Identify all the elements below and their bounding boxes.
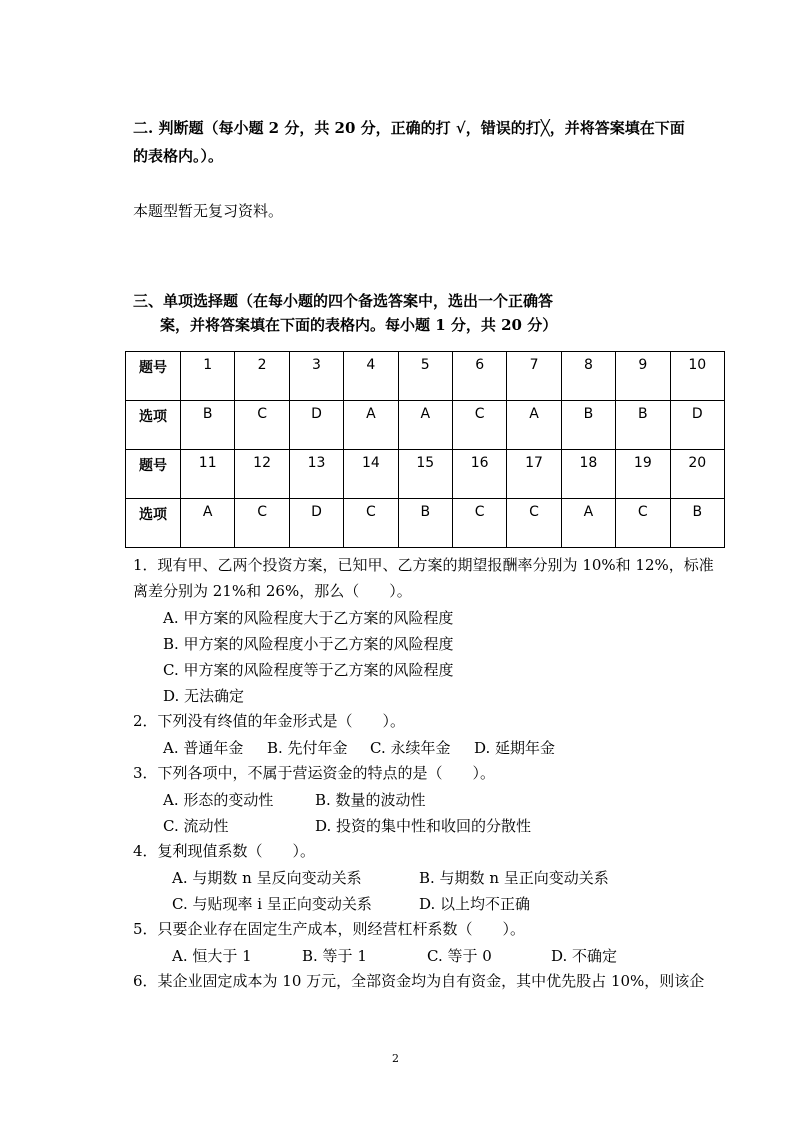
table-cell: C — [616, 499, 670, 548]
table-cell: A — [561, 499, 615, 548]
question-3-option-a: A. 形态的变动性 — [163, 791, 274, 809]
table-cell: 8 — [561, 352, 615, 401]
table-cell: 5 — [398, 352, 452, 401]
question-1-option-b: B. 甲方案的风险程度小于乙方案的风险程度 — [163, 635, 454, 653]
answer-table — [125, 351, 725, 548]
table-cell: 17 — [507, 450, 561, 499]
question-2-stem: 2．下列没有终值的年金形式是（ ）。 — [133, 712, 406, 730]
table-cell: 3 — [289, 352, 343, 401]
table-cell: B — [561, 401, 615, 450]
question-2-option-c: C. 永续年金 — [370, 739, 451, 757]
table-row — [126, 401, 725, 450]
question-1-stem-line2: 离差分别为 21%和 26%，那么（ ）。 — [133, 582, 412, 600]
table-cell: 16 — [452, 450, 506, 499]
table-cell: 题号 — [126, 352, 181, 401]
table-cell: 14 — [344, 450, 398, 499]
question-5-option-b: B. 等于 1 — [302, 947, 367, 965]
table-cell: C — [452, 499, 506, 548]
question-2-option-d: D. 延期年金 — [474, 739, 556, 757]
table-cell: 13 — [289, 450, 343, 499]
table-cell: C — [235, 499, 289, 548]
question-4-option-a: A. 与期数 n 呈反向变动关系 — [172, 869, 362, 887]
table-cell: 15 — [398, 450, 452, 499]
table-cell: C — [452, 401, 506, 450]
table-cell: B — [398, 499, 452, 548]
question-6-stem: 6．某企业固定成本为 10 万元，全部资金均为自有资金，其中优先股占 10%，则该企 — [133, 972, 705, 990]
table-cell: 题号 — [126, 450, 181, 499]
table-cell: C — [235, 401, 289, 450]
section3-title-line1: 三、单项选择题（在每小题的四个备选答案中，选出一个正确答 — [133, 292, 554, 310]
table-cell: 19 — [616, 450, 670, 499]
question-4-option-c: C. 与贴现率 i 呈正向变动关系 — [172, 895, 372, 913]
question-3-stem: 3．下列各项中，不属于营运资金的特点的是（ ）。 — [133, 764, 496, 782]
table-cell: A — [181, 499, 235, 548]
question-2-option-a: A. 普通年金 — [163, 739, 244, 757]
table-cell: C — [507, 499, 561, 548]
table-cell: D — [289, 401, 343, 450]
table-cell: D — [670, 401, 724, 450]
question-1-stem-line1: 1．现有甲、乙两个投资方案，已知甲、乙方案的期望报酬率分别为 10%和 12%，标准 — [133, 556, 714, 574]
page-number: 2 — [392, 1052, 399, 1065]
table-cell: D — [289, 499, 343, 548]
question-1-option-a: A. 甲方案的风险程度大于乙方案的风险程度 — [163, 609, 454, 627]
table-cell: A — [344, 401, 398, 450]
table-cell: 1 — [181, 352, 235, 401]
question-4-option-d: D. 以上均不正确 — [419, 895, 531, 913]
table-cell: B — [670, 499, 724, 548]
table-cell: 7 — [507, 352, 561, 401]
table-cell: A — [507, 401, 561, 450]
table-row — [126, 352, 725, 401]
table-cell: C — [344, 499, 398, 548]
question-4-stem: 4．复利现值系数（ ）。 — [133, 842, 316, 860]
question-5-stem: 5．只要企业存在固定生产成本，则经营杠杆系数（ ）。 — [133, 920, 526, 938]
table-cell: 6 — [452, 352, 506, 401]
table-cell: 4 — [344, 352, 398, 401]
table-cell: 11 — [181, 450, 235, 499]
question-5-option-a: A. 恒大于 1 — [172, 947, 252, 965]
question-5-option-c: C. 等于 0 — [427, 947, 492, 965]
question-3-option-d: D. 投资的集中性和收回的分散性 — [315, 817, 532, 835]
question-2-option-b: B. 先付年金 — [267, 739, 348, 757]
table-cell: B — [181, 401, 235, 450]
question-4-option-b: B. 与期数 n 呈正向变动关系 — [419, 869, 609, 887]
table-cell: A — [398, 401, 452, 450]
table-cell: 18 — [561, 450, 615, 499]
table-cell: 选项 — [126, 499, 181, 548]
table-cell: 20 — [670, 450, 724, 499]
question-3-option-c: C. 流动性 — [163, 817, 229, 835]
table-cell: B — [616, 401, 670, 450]
section2-title-line2: 的表格内。）。 — [133, 147, 224, 165]
section2-note: 本题型暂无复习资料。 — [133, 202, 284, 220]
table-row — [126, 450, 725, 499]
question-1-option-d: D. 无法确定 — [163, 687, 245, 705]
table-cell: 选项 — [126, 401, 181, 450]
table-row — [126, 499, 725, 548]
table-cell: 10 — [670, 352, 724, 401]
section3-title-line2: 案，并将答案填在下面的表格内。每小题 1 分，共 20 分） — [160, 316, 558, 334]
question-3-option-b: B. 数量的波动性 — [315, 791, 426, 809]
table-cell: 12 — [235, 450, 289, 499]
table-cell: 2 — [235, 352, 289, 401]
question-1-option-c: C. 甲方案的风险程度等于乙方案的风险程度 — [163, 661, 454, 679]
question-5-option-d: D. 不确定 — [551, 947, 618, 965]
section2-title-line1: 二. 判断题（每小题 2 分，共 20 分，正确的打 √，错误的打╳，并将答案填在下面 — [133, 119, 685, 137]
table-cell: 9 — [616, 352, 670, 401]
